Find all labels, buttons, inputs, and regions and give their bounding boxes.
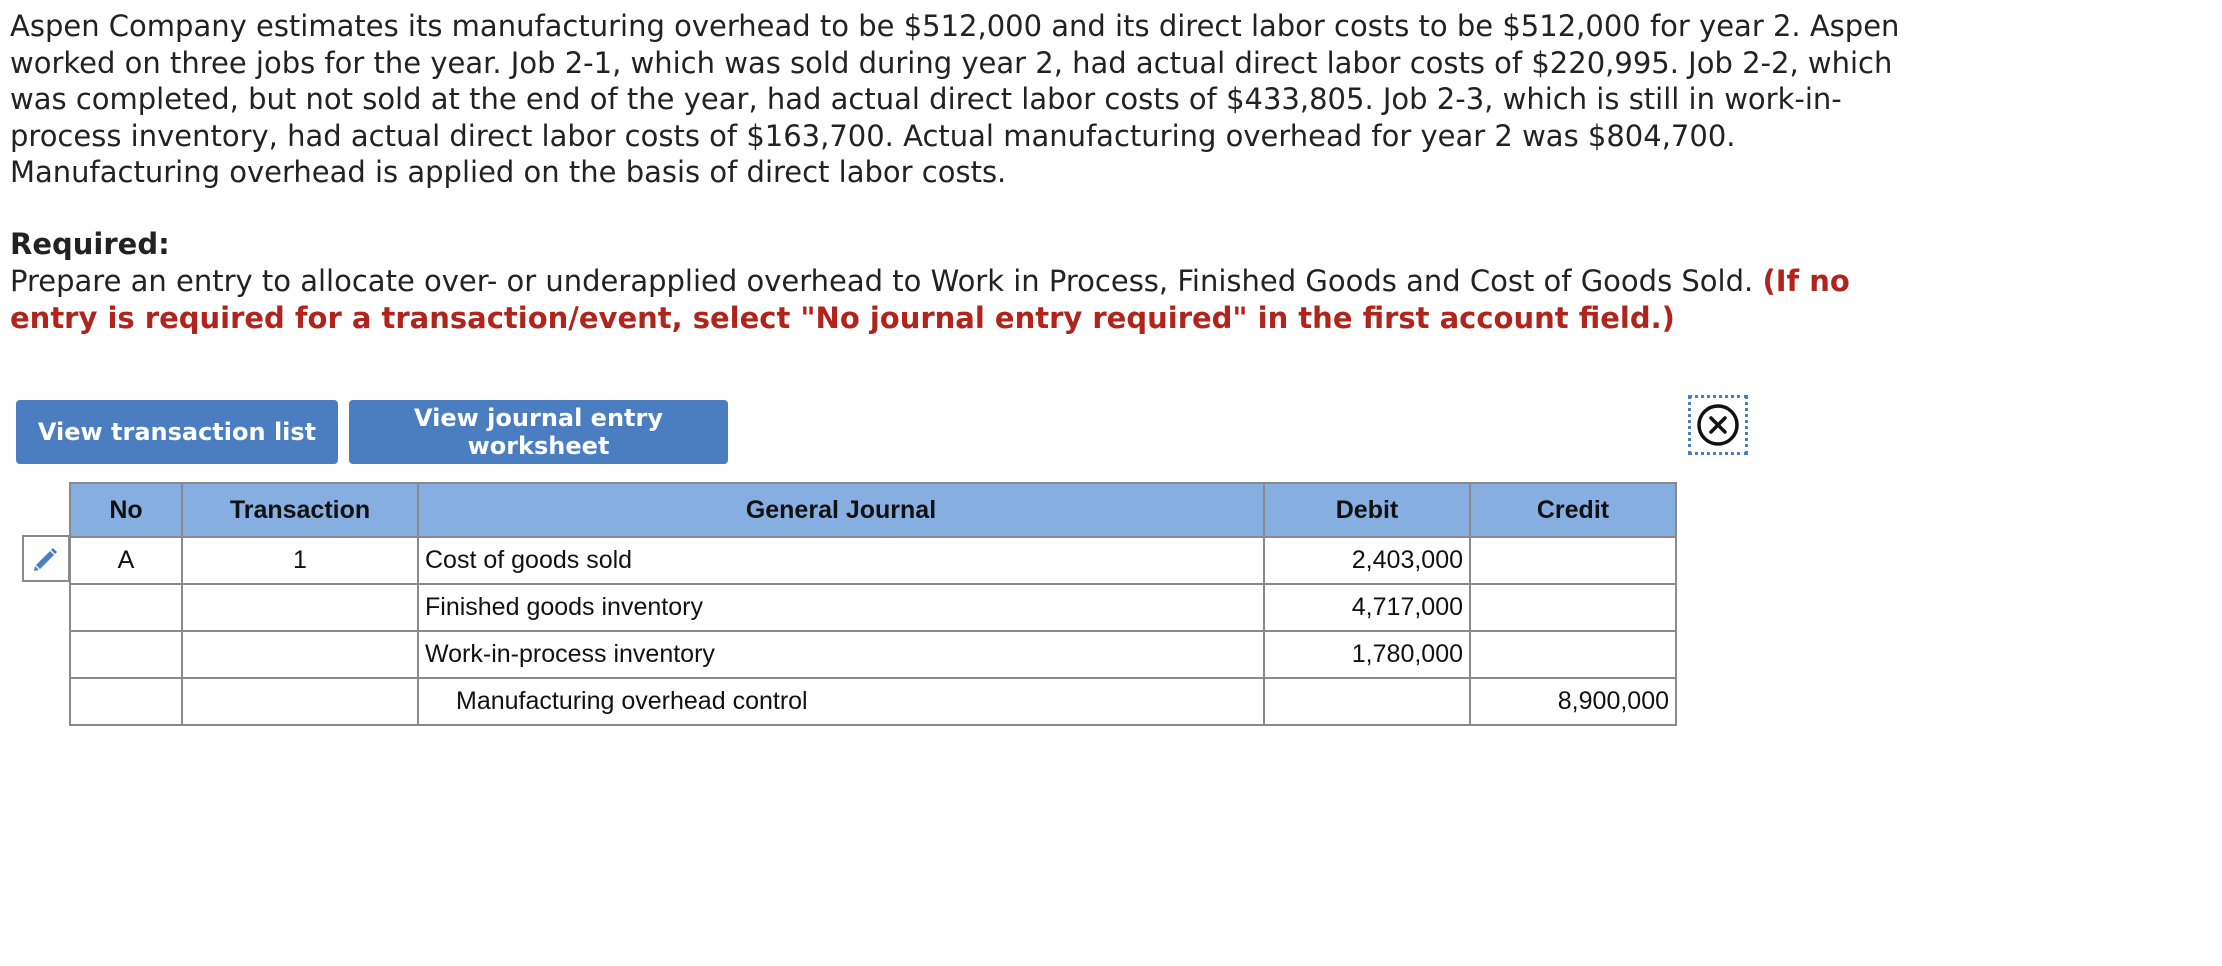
close-button[interactable]: [1688, 395, 1748, 455]
row-account: Finished goods inventory: [418, 584, 1264, 631]
table-row: [70, 631, 1676, 678]
row-credit: [1470, 537, 1676, 584]
edit-entry-button[interactable]: [22, 535, 70, 582]
required-text: Prepare an entry to allocate over- or underapplied overhead to Work in Process, Finished Goods and Cost of Goods Sold.: [10, 264, 1754, 298]
pencil-icon: [31, 544, 61, 574]
header-no: No: [70, 483, 182, 537]
row-debit: [1264, 678, 1470, 725]
table-row: [70, 584, 1676, 631]
row-transaction: [182, 678, 418, 725]
header-debit: Debit: [1264, 483, 1470, 537]
row-debit: 1,780,000: [1264, 631, 1470, 678]
view-transaction-list-button[interactable]: View transaction list: [16, 400, 338, 464]
row-no: [70, 678, 182, 725]
circle-x-icon: [1696, 403, 1740, 447]
view-journal-entry-worksheet-button[interactable]: View journal entry worksheet: [349, 400, 728, 464]
row-transaction: 1: [182, 537, 418, 584]
row-credit: 8,900,000: [1470, 678, 1676, 725]
row-transaction: [182, 584, 418, 631]
required-instructions: [10, 263, 1920, 336]
row-no: A: [70, 537, 182, 584]
table-row: [70, 537, 1676, 584]
required-note: (If no entry is required for a transaction/event, select "No journal entry required" in the first account field.): [10, 264, 1850, 335]
table-header-row: [70, 483, 1676, 537]
row-account: Work-in-process inventory: [418, 631, 1264, 678]
header-general-journal: General Journal: [418, 483, 1264, 537]
header-credit: Credit: [1470, 483, 1676, 537]
general-journal-table: [69, 482, 1677, 726]
required-heading: Required:: [10, 227, 170, 261]
header-transaction: Transaction: [182, 483, 418, 537]
row-account: Cost of goods sold: [418, 537, 1264, 584]
row-transaction: [182, 631, 418, 678]
row-debit: 2,403,000: [1264, 537, 1470, 584]
row-account: Manufacturing overhead control: [418, 678, 1264, 725]
row-no: [70, 631, 182, 678]
row-credit: [1470, 584, 1676, 631]
row-debit: 4,717,000: [1264, 584, 1470, 631]
row-credit: [1470, 631, 1676, 678]
row-no: [70, 584, 182, 631]
table-row: [70, 678, 1676, 725]
problem-statement: Aspen Company estimates its manufacturing overhead to be $512,000 and its direct labor costs to be $512,000 for year 2. Aspen worked on three jobs for the year. Job 2-1, which was sold during year 2, had actual direct labor costs of $220,995. Job 2-2, which was completed, but not sold at the end of the year, had actual direct labor costs of $433,805. Job 2-3, which is still in work-in-process inventory, had actual direct labor costs of $163,700. Actual manufacturing overhead for year 2 was $804,700. Manufacturing overhead is applied on the basis of direct labor costs.: [10, 9, 1900, 189]
